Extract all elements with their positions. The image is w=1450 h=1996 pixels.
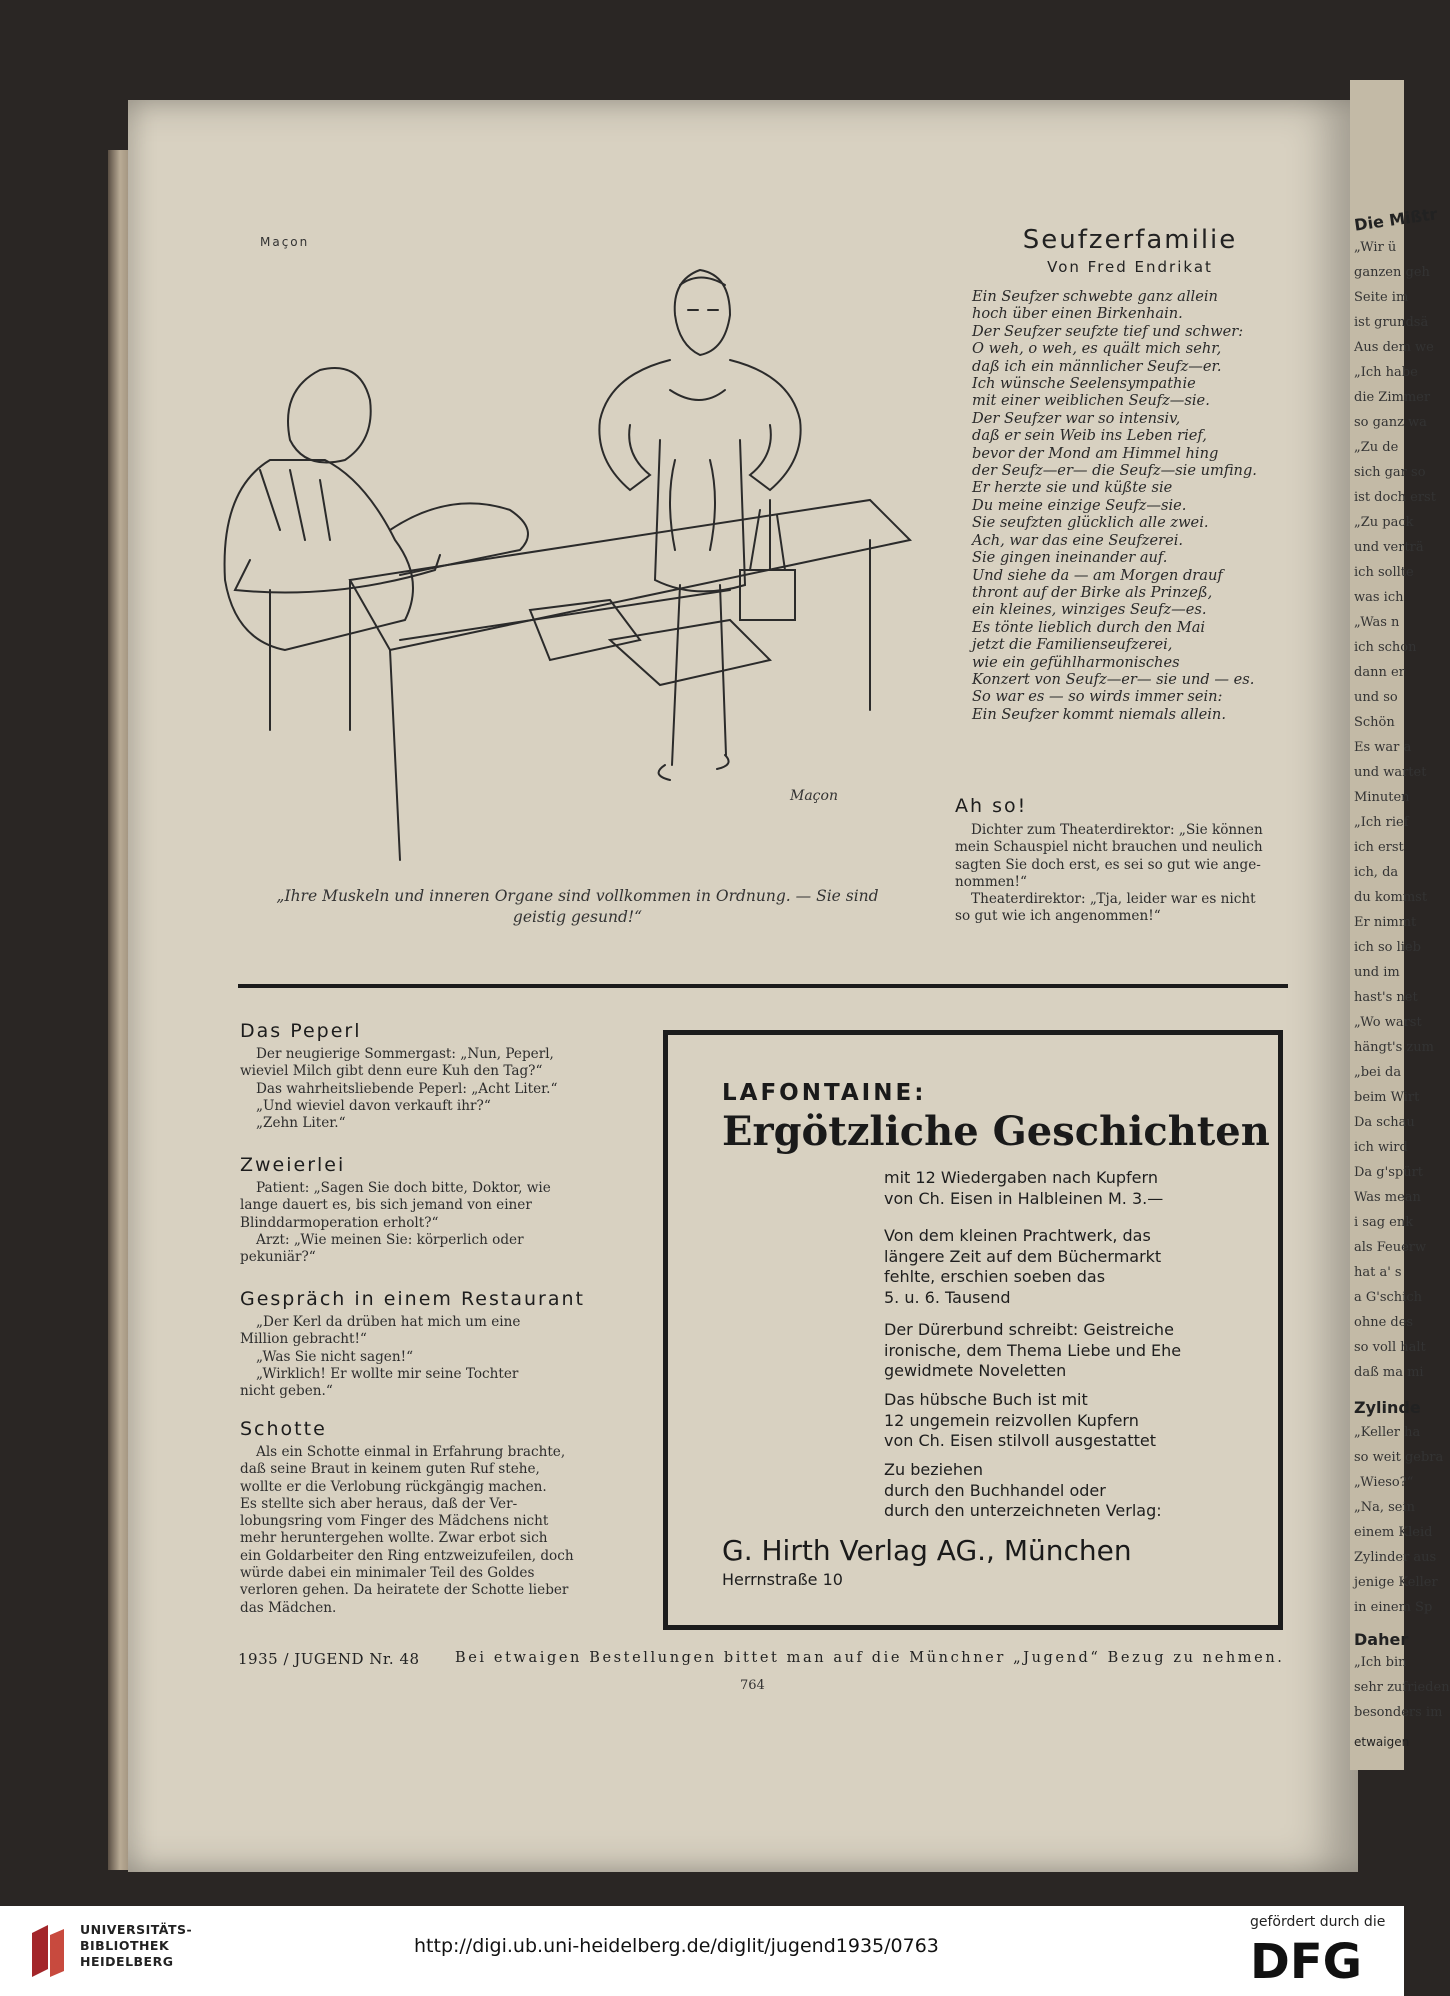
poem-line: daß ich ein männlicher Seufz—er. xyxy=(972,357,1222,375)
poem-line: mit einer weiblichen Seufz—sie. xyxy=(972,392,1210,410)
order-note: Bei etwaigen Bestellungen bittet man auf die Münchner „Jugend“ Bezug zu nehmen. xyxy=(455,1650,1285,1666)
joke-body xyxy=(240,1046,580,1132)
ad-line: 12 ungemein reizvollen Kupfern xyxy=(884,1410,1139,1430)
ad-brand: LAFONTAINE: xyxy=(722,1080,927,1106)
ad-paragraph xyxy=(884,1226,1224,1308)
poem-line: Ein Seufzer schwebte ganz allein xyxy=(972,288,1218,305)
ahso-body xyxy=(955,822,1285,926)
poem-line: O weh, o weh, es quält mich sehr, xyxy=(972,340,1222,358)
funded-by-label: gefördert durch die xyxy=(1250,1914,1386,1930)
joke-body xyxy=(240,1444,580,1617)
svg-text:Maçon: Maçon xyxy=(790,788,838,804)
joke-line: daß seine Braut in keinem guten Ruf stehe, xyxy=(240,1461,540,1478)
poem-line: Der Seufzer seufzte tief und schwer: xyxy=(972,322,1244,340)
ahso-line: Theaterdirektor: „Tja, leider war es nicht xyxy=(971,891,1256,908)
page-number: 764 xyxy=(740,1678,765,1693)
poem-line: Konzert von Seufz—er— sie und — es. xyxy=(972,670,1255,688)
poem-line: der Seufz—er— die Seufz—sie umfing. xyxy=(972,462,1257,480)
ad-line: durch den unterzeichneten Verlag: xyxy=(884,1501,1162,1520)
ahso-line: mein Schauspiel nicht brauchen und neulich xyxy=(955,839,1263,856)
ad-line: Der Dürerbund schreibt: Geistreiche xyxy=(884,1320,1174,1339)
poem-line: Ich wünsche Seelensympathie xyxy=(972,375,1196,393)
joke-line: pekuniär?“ xyxy=(240,1249,316,1266)
illustration-caption: „Ihre Muskeln und inneren Organe sind vollkommen in Ordnung. — Sie sind geistig gesund!“ xyxy=(276,887,879,926)
ad-line: von Ch. Eisen stilvoll ausgestattet xyxy=(884,1431,1157,1450)
dfg-logo-icon xyxy=(1250,1934,1390,1990)
joke-line: Der neugierige Sommergast: „Nun, Peperl, xyxy=(256,1046,554,1062)
poem-line: So war es — so wirds immer sein: xyxy=(972,688,1223,706)
ad-line: längere Zeit auf dem Büchermarkt xyxy=(884,1246,1162,1266)
cartoon-illustration xyxy=(230,240,920,870)
joke-line: lobungsring vom Finger des Mädchens nicht xyxy=(240,1513,549,1530)
ad-publisher: G. Hirth Verlag AG., München xyxy=(722,1534,1132,1567)
joke-line: „Wirklich! Er wollte mir seine Tochter xyxy=(256,1365,519,1382)
ad-line: fehlte, erschien soeben das xyxy=(884,1267,1106,1286)
ad-line: ironische, dem Thema Liebe und Ehe xyxy=(884,1340,1182,1360)
joke-line: lange dauert es, bis sich jemand von einer xyxy=(240,1197,532,1214)
joke-body xyxy=(240,1180,580,1266)
joke-line: würde dabei ein minimaler Teil des Goldes xyxy=(240,1565,535,1582)
ahso-line: so gut wie ich angenommen!“ xyxy=(955,908,1161,925)
joke-title: Das Peperl xyxy=(240,1020,362,1042)
poem-line: Er herzte sie und küßte sie xyxy=(972,479,1173,497)
joke-line: „Der Kerl da drüben hat mich um eine xyxy=(256,1314,521,1330)
joke-line: verloren gehen. Da heiratete der Schotte lieber xyxy=(240,1582,569,1599)
ahso-line: sagten Sie doch erst, es sei so gut wie ange- xyxy=(955,856,1261,873)
poem-line: ein kleines, winziges Seufz—es. xyxy=(972,601,1207,619)
neighbor-heading: Daher xyxy=(1354,1630,1409,1649)
dfg-logo-text: DFG xyxy=(1250,1934,1363,1990)
issue-label: 1935 / JUGEND Nr. 48 xyxy=(238,1650,420,1668)
ad-paragraph xyxy=(884,1320,1224,1382)
joke-line: Million gebracht!“ xyxy=(240,1331,367,1348)
ad-line: Zu beziehen xyxy=(884,1460,983,1479)
ad-line: gewidmete Noveletten xyxy=(884,1361,1067,1380)
neighbor-heading: Die Mißtr xyxy=(1353,204,1439,235)
ub-heidelberg-logo-icon xyxy=(28,1925,68,1977)
ad-paragraph xyxy=(884,1168,1224,1209)
poem-line: hoch über einen Birkenhain. xyxy=(972,305,1183,323)
poem-line: jetzt die Familienseufzerei, xyxy=(972,636,1173,654)
ad-line: 5. u. 6. Tausend xyxy=(884,1287,1011,1307)
poem-line: daß er sein Weib ins Leben rief, xyxy=(972,427,1207,445)
ad-line: mit 12 Wiedergaben nach Kupfern xyxy=(884,1168,1158,1187)
poem-title: Seufzerfamilie xyxy=(1022,225,1238,255)
ahso-line: Dichter zum Theaterdirektor: „Sie können xyxy=(971,822,1263,838)
joke-title: Gespräch in einem Restaurant xyxy=(240,1288,585,1310)
poem-line: Es tönte lieblich durch den Mai xyxy=(972,618,1206,636)
poem-line: Ach, war das eine Seufzerei. xyxy=(972,531,1184,549)
poem-line: Der Seufzer war so intensiv, xyxy=(972,409,1181,427)
neighbor-heading: Zylinde xyxy=(1354,1398,1421,1417)
ad-title: Ergötzliche Geschichten xyxy=(722,1108,1270,1155)
permalink-url[interactable]: http://digi.ub.uni-heidelberg.de/diglit/jugend1935/0763 xyxy=(414,1935,939,1957)
joke-title: Zweierlei xyxy=(240,1154,346,1176)
section-rule xyxy=(238,984,1288,988)
joke-body xyxy=(240,1314,580,1400)
library-name: UNIVERSITÄTS- BIBLIOTHEK HEIDELBERG xyxy=(80,1922,193,1969)
joke-line: ein Goldarbeiter den Ring entzweizufeilen, doch xyxy=(240,1547,574,1564)
ad-paragraph xyxy=(884,1390,1224,1452)
ad-line: Von dem kleinen Prachtwerk, das xyxy=(884,1226,1151,1245)
poem-line: Und siehe da — am Morgen drauf xyxy=(972,566,1223,584)
ahso-title: Ah so! xyxy=(955,795,1028,817)
joke-line: nicht geben.“ xyxy=(240,1383,333,1400)
joke-line: wollte er die Verlobung rückgängig machen. xyxy=(240,1478,547,1495)
ad-paragraph xyxy=(884,1460,1224,1522)
joke-line: das Mädchen. xyxy=(240,1599,337,1616)
joke-line: Als ein Schotte einmal in Erfahrung brachte, xyxy=(256,1444,566,1460)
joke-line: „Zehn Liter.“ xyxy=(256,1115,346,1132)
joke-title: Schotte xyxy=(240,1418,327,1440)
joke-line: „Und wieviel davon verkauft ihr?“ xyxy=(256,1097,491,1114)
ad-line: Das hübsche Buch ist mit xyxy=(884,1390,1088,1409)
joke-line: Patient: „Sagen Sie doch bitte, Doktor, wie xyxy=(256,1180,551,1196)
poem-body xyxy=(972,288,1302,723)
ad-address: Herrnstraße 10 xyxy=(722,1570,843,1589)
poem-line: Sie gingen ineinander auf. xyxy=(972,549,1168,567)
ad-line: durch den Buchhandel oder xyxy=(884,1480,1106,1500)
poem-line: wie ein gefühlharmonisches xyxy=(972,653,1180,671)
neighbor-bottom: etwaigen xyxy=(1354,1735,1410,1749)
joke-line: wieviel Milch gibt denn eure Kuh den Tag?“ xyxy=(240,1063,543,1080)
joke-line: Arzt: „Wie meinen Sie: körperlich oder xyxy=(256,1231,524,1248)
poem-author: Von Fred Endrikat xyxy=(1047,258,1213,276)
ahso-line: nommen!“ xyxy=(955,873,1027,890)
poem-line: thront auf der Birke als Prinzeß, xyxy=(972,583,1213,601)
ad-line: von Ch. Eisen in Halbleinen M. 3.— xyxy=(884,1188,1164,1208)
joke-line: Es stellte sich aber heraus, daß der Ver- xyxy=(240,1495,518,1512)
poem-line: Sie seufzten glücklich alle zwei. xyxy=(972,514,1209,532)
neighbor-page: Die Mißtr „Wir ü ganzen geh Seite im ist grundsä Aus dem we „Ich habe die Zimmer so ganz wa „Zu de sich gar so ist doch erst „Zu pack und verträ ich sollte was ich „Was n ich schon dann er und so Schön Es war a und wartet Minuten „Ich rief ich erst ich, da du kommst Er nimmt ich so lieb und im hast's net „Wo warst hängt's zum „bei da beim Wirt Da schau ich wird Da g'spürt Was mean i sag enk als Feuerw hat a' s a G'schich ohne des so voll halt daß ma mi Zylinde „Keller ha so weit gebra „Wieso?“ „Na, sein einem Kleid Zylinder aus jenige Keller in einem Sp Daher „Ich bin sehr zufrieden besonders im etwaigen xyxy=(1350,80,1404,1770)
joke-line: Das wahrheitsliebende Peperl: „Acht Liter.“ xyxy=(256,1080,558,1097)
joke-line: „Was Sie nicht sagen!“ xyxy=(256,1348,414,1365)
joke-line: Blinddarmoperation erholt?“ xyxy=(240,1214,439,1231)
poem-line: Ein Seufzer kommt niemals allein. xyxy=(972,705,1226,723)
poem-line: bevor der Mond am Himmel hing xyxy=(972,444,1219,462)
poem-line: Du meine einzige Seufz—sie. xyxy=(972,496,1187,514)
artist-credit: Maçon xyxy=(260,235,310,249)
joke-line: mehr heruntergehen wollte. Zwar erbot sich xyxy=(240,1530,548,1547)
